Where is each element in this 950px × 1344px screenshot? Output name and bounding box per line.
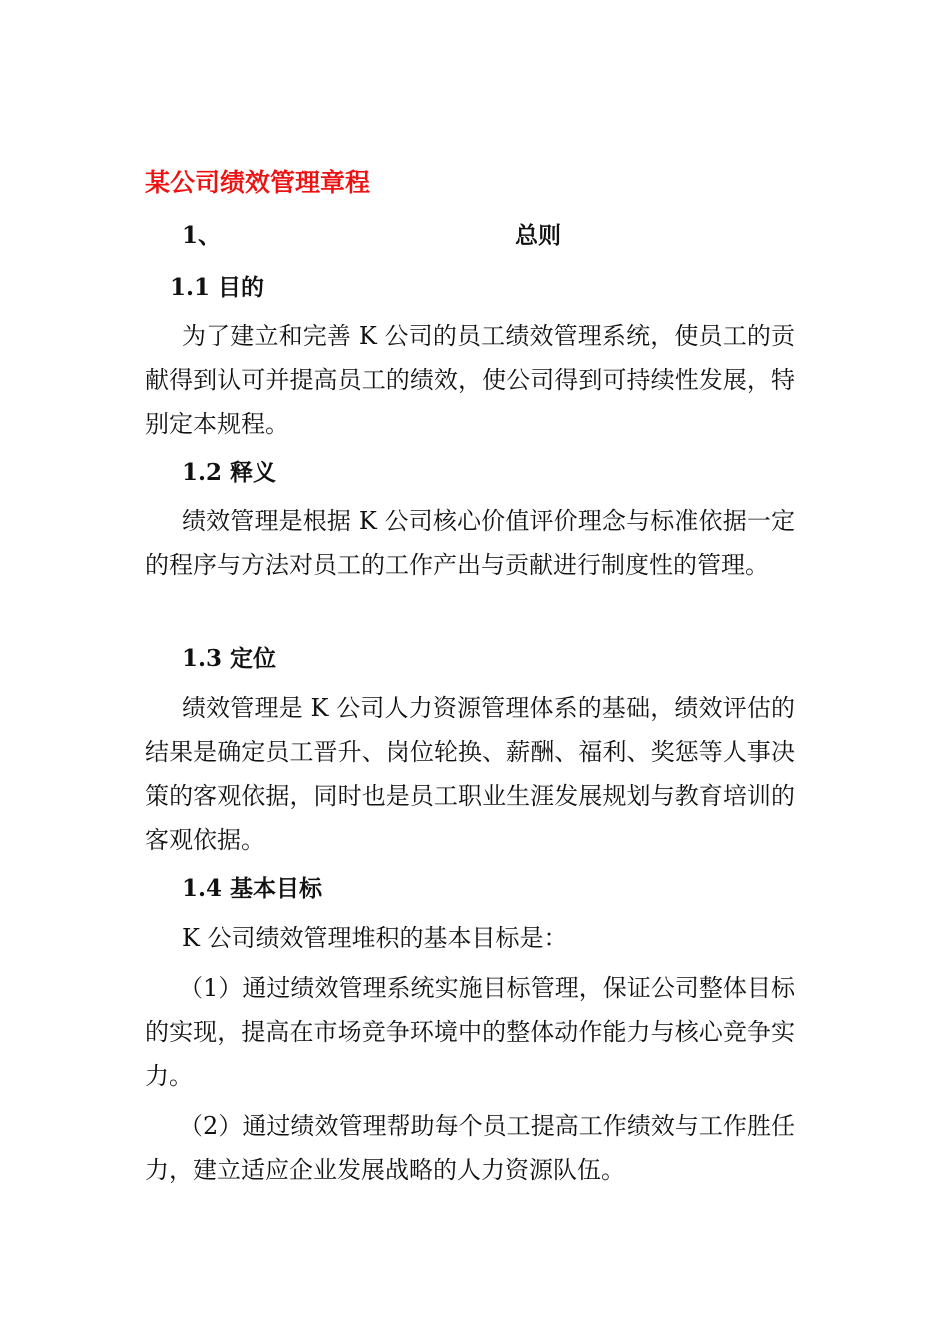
section-paragraph: K 公司绩效管理堆积的基本目标是：: [182, 924, 568, 952]
section-heading: 1.1 目的: [170, 274, 265, 301]
section-paragraph: （2）通过绩效管理帮助每个员工提高工作绩效与工作胜任力，建立适应企业发展战略的人力资源队伍。: [145, 1112, 795, 1184]
document-title: 某公司绩效管理章程: [145, 168, 371, 197]
chapter-number: 1、: [182, 222, 222, 249]
chapter-title: 总则: [515, 223, 561, 249]
section-paragraph: 绩效管理是根据 K 公司核心价值评价理念与标准依据一定的程序与方法对员工的工作产出与贡献进行制度性的管理。: [145, 507, 795, 579]
section-paragraph: （1）通过绩效管理系统实施目标管理，保证公司整体目标的实现，提高在市场竞争环境中的整体动作能力与核心竞争实力。: [145, 974, 795, 1090]
section-paragraph: 为了建立和完善 K 公司的员工绩效管理系统，使员工的贡献得到认可并提高员工的绩效，使公司得到可持续性发展，特别定本规程。: [145, 322, 795, 438]
section-heading: 1.2 释义: [182, 459, 277, 486]
section-paragraph: 绩效管理是 K 公司人力资源管理体系的基础，绩效评估的结果是确定员工晋升、岗位轮换、薪酬、福利、奖惩等人事决策的客观依据，同时也是员工职业生涯发展规划与教育培训的客观依据。: [145, 694, 795, 854]
section-heading: 1.3 定位: [182, 645, 277, 672]
section-heading: 1.4 基本目标: [182, 875, 323, 902]
